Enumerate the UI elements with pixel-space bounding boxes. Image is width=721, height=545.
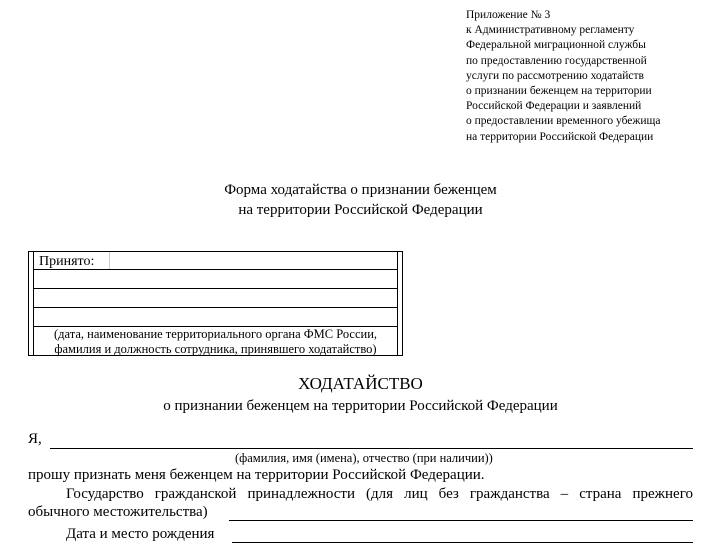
received-label: Принято: bbox=[39, 254, 95, 269]
appendix-line: по предоставлению государственной bbox=[466, 54, 647, 67]
appendix-line: Приложение № 3 bbox=[466, 9, 551, 21]
birth-field-line[interactable] bbox=[232, 542, 693, 543]
received-caption-line2: фамилия и должность сотрудника, принявшего ходатайство) bbox=[54, 342, 377, 356]
appendix-line: услуги по рассмотрению ходатайств bbox=[466, 69, 644, 82]
request-text: прошу признать меня беженцем на территории Российской Федерации. bbox=[28, 467, 485, 483]
received-cell-divider bbox=[109, 252, 110, 269]
appendix-line: о предоставлении временного убежища bbox=[466, 115, 661, 128]
name-caption: (фамилия, имя (имена), отчество (при наличии)) bbox=[235, 451, 493, 465]
i-label: Я, bbox=[28, 431, 42, 447]
received-line bbox=[33, 288, 398, 289]
appendix-block bbox=[466, 8, 660, 145]
petition-subtitle: о признании беженцем на территории Российской Федерации bbox=[163, 398, 558, 414]
citizenship-line2: обычного местожительства) bbox=[28, 504, 208, 520]
appendix-line: о признании беженцем на территории bbox=[466, 85, 652, 98]
appendix-line: на территории Российской Федерации bbox=[466, 130, 654, 143]
appendix-line: Российской Федерации и заявлений bbox=[466, 100, 642, 113]
name-field-line[interactable] bbox=[50, 448, 693, 449]
received-line bbox=[33, 307, 398, 308]
citizenship-line1: Государство гражданской принадлежности (для лиц без гражданства – страна прежнего bbox=[66, 486, 693, 502]
petition-title: ХОДАТАЙСТВО bbox=[298, 374, 423, 393]
appendix-line: к Административному регламенту bbox=[466, 24, 635, 37]
citizenship-field-line[interactable] bbox=[229, 520, 693, 521]
form-title-line2: на территории Российской Федерации bbox=[238, 202, 483, 218]
form-title-line1: Форма ходатайства о признании беженцем bbox=[224, 182, 497, 198]
birth-label: Дата и место рождения bbox=[66, 526, 215, 542]
appendix-line: Федеральной миграционной службы bbox=[466, 39, 646, 52]
received-box bbox=[28, 251, 403, 356]
received-line bbox=[33, 269, 398, 270]
received-caption-line1: (дата, наименование территориального органа ФМС России, bbox=[53, 327, 378, 341]
